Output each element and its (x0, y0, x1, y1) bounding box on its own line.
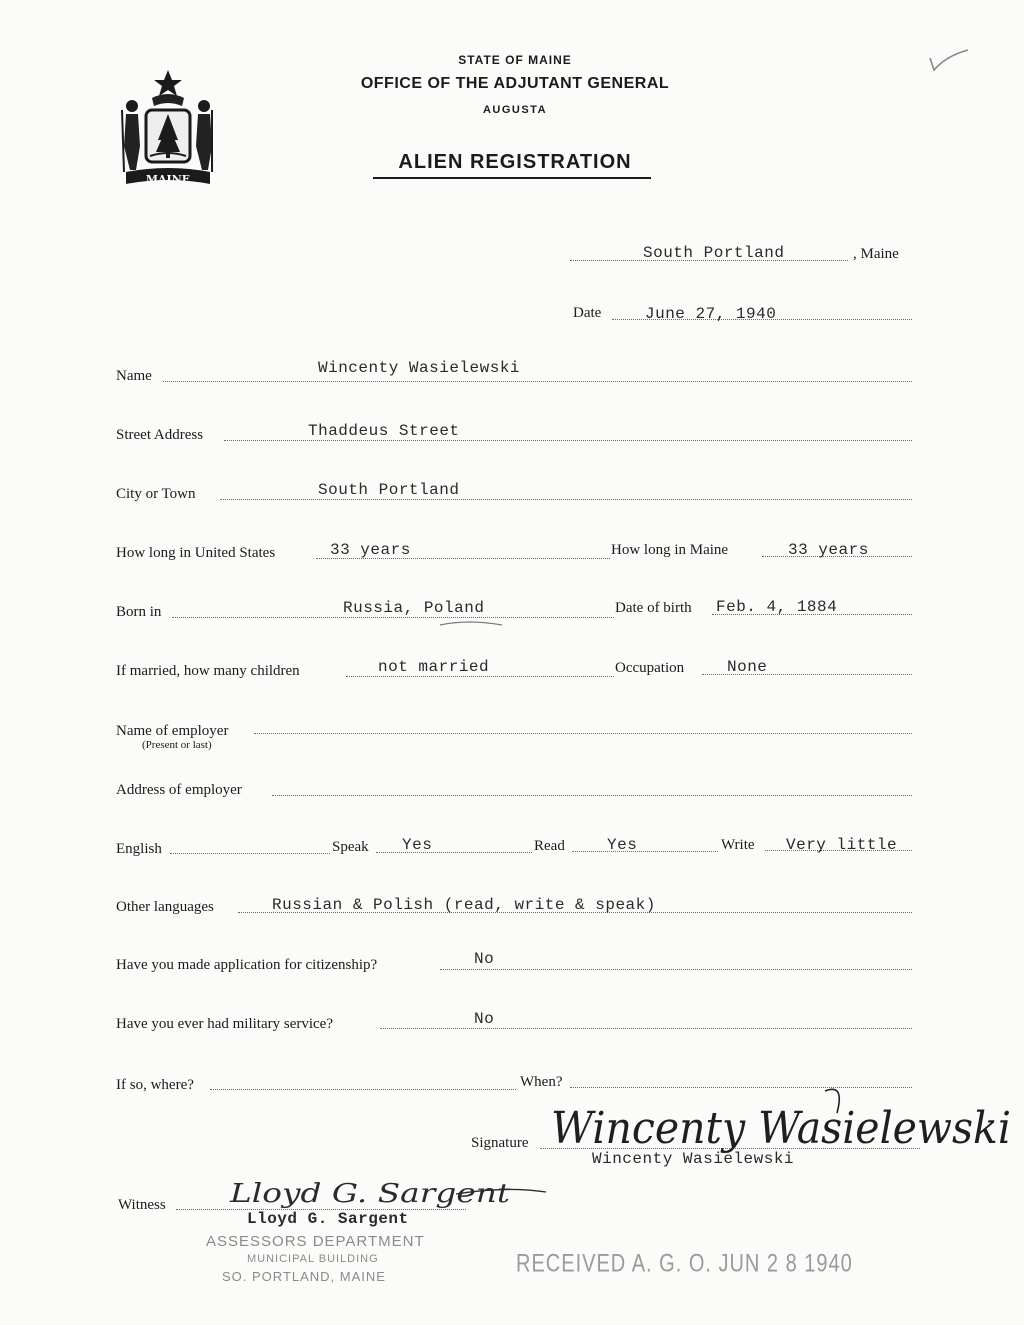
city-value: South Portland (318, 481, 460, 499)
date-label: Date (573, 305, 602, 321)
witness-signature (226, 1172, 551, 1212)
born-label: Born in (116, 604, 162, 620)
english-line (170, 853, 330, 854)
us-label: How long in United States (116, 545, 276, 561)
employer-sub-label: (Present or last) (142, 739, 212, 751)
occupation-label: Occupation (615, 660, 685, 676)
speak-label: Speak (332, 839, 369, 855)
occupation-value: None (727, 658, 768, 676)
maine-label: How long in Maine (611, 542, 729, 558)
employer-address-label: Address of employer (116, 782, 242, 798)
witness-typed: Lloyd G. Sargent (247, 1210, 409, 1228)
name-label: Name (116, 368, 152, 384)
military-label: Have you ever had military service? (116, 1016, 333, 1032)
name-value: Wincenty Wasielewski (318, 359, 521, 377)
english-label: English (116, 841, 162, 857)
received-stamp: RECEIVED A. G. O. JUN 2 8 1940 (516, 1250, 853, 1278)
children-line (346, 676, 614, 677)
title-underline (373, 177, 651, 179)
city-line (220, 499, 912, 500)
citizenship-value: No (474, 950, 495, 968)
where-label: If so, where? (116, 1077, 194, 1093)
stamp-building: MUNICIPAL BUILDING (247, 1253, 379, 1265)
read-value: Yes (607, 836, 638, 854)
where-line (210, 1089, 516, 1090)
underline-mark (438, 619, 504, 629)
employer-line (254, 733, 912, 734)
name-line (163, 381, 912, 382)
stamp-department: ASSESSORS DEPARTMENT (206, 1233, 425, 1250)
street-value: Thaddeus Street (308, 422, 460, 440)
svg-text:Lloyd G. Sargent: Lloyd G. Sargent (228, 1179, 511, 1209)
employer-label: Name of employer (116, 723, 229, 739)
check-mark-icon (926, 48, 970, 74)
svg-text:Wincenty Wasielewski: Wincenty Wasielewski (551, 1103, 1011, 1154)
stamp-city: SO. PORTLAND, MAINE (222, 1269, 386, 1284)
speak-line (376, 852, 532, 853)
military-value: No (474, 1010, 495, 1028)
seal-banner-text: MAINE (145, 173, 191, 186)
signature-label: Signature (471, 1135, 529, 1151)
signature-typed: Wincenty Wasielewski (592, 1150, 795, 1168)
place-value: South Portland (643, 244, 785, 262)
employer-address-line (272, 795, 912, 796)
born-value: Russia, Poland (343, 599, 485, 617)
military-line (380, 1028, 912, 1029)
header-office: OFFICE OF THE ADJUTANT GENERAL (360, 75, 670, 92)
children-value: not married (378, 658, 490, 676)
header-city: AUGUSTA (482, 104, 548, 116)
header-state: STATE OF MAINE (458, 53, 572, 67)
citizenship-line (440, 969, 912, 970)
us-value: 33 years (330, 541, 411, 559)
citizenship-label: Have you made application for citizenship? (116, 957, 378, 973)
dob-value: Feb. 4, 1884 (716, 598, 838, 616)
maine-state-seal (112, 66, 224, 196)
read-line (572, 851, 718, 852)
other-languages-label: Other languages (116, 899, 214, 915)
street-label: Street Address (116, 427, 204, 443)
write-value: Very little (786, 836, 898, 854)
when-label: When? (520, 1074, 563, 1090)
street-line (224, 440, 912, 441)
maine-value: 33 years (788, 541, 869, 559)
form-title: ALIEN REGISTRATION (398, 151, 632, 173)
dob-label: Date of birth (615, 600, 692, 616)
date-value: June 27, 1940 (645, 305, 777, 323)
children-label: If married, how many children (116, 663, 300, 679)
other-languages-value: Russian & Polish (read, write & speak) (272, 896, 656, 914)
read-label: Read (534, 838, 565, 854)
write-label: Write (721, 837, 755, 853)
witness-label: Witness (118, 1197, 166, 1213)
born-line (172, 617, 614, 618)
speak-value: Yes (402, 836, 433, 854)
city-label: City or Town (116, 486, 196, 502)
place-suffix: , Maine (853, 246, 899, 262)
